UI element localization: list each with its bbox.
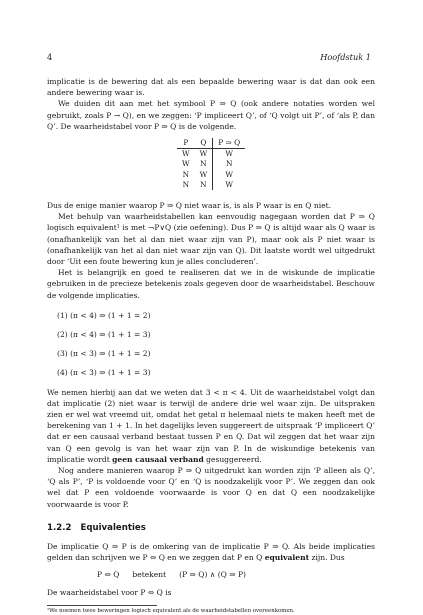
example-item: (2) (π < 4) ⇒ (1 + 1 = 3) xyxy=(57,330,151,340)
table-cell: W xyxy=(199,169,208,179)
paragraph: De waarheidstabel voor P ⇔ Q is xyxy=(47,587,172,597)
display-equation xyxy=(97,569,375,580)
table-cell: N xyxy=(182,169,190,179)
paragraph xyxy=(47,387,375,465)
truth-table-header xyxy=(177,138,245,149)
example-item: (4) (π < 3) ⇒ (1 + 1 = 3) xyxy=(57,368,151,378)
paragraph: Met behulp van waarheidstabellen kan eenvoudig nagegaan worden dat P ⇒ Q logisch equivalent¹ is met ¬P∨Q (zie oefening). Dus P ⇒ Q is altijd waar als Q waar is (onafhankelijk van het al dan niet waar zijn van P), maar ook als P niet waar is (onafhankelijk van het al dan niet waar zijn van Q). Dit laatste wordt wel uitgedrukt door ‘Uit een foute bewering kun je alles concluderen’. xyxy=(47,212,375,267)
section-title: Equivalenties xyxy=(80,522,146,533)
table-cell: W xyxy=(213,149,245,160)
table-cell: W xyxy=(182,159,190,169)
equation-word: betekent xyxy=(132,570,167,580)
paragraph-text: gesuggereerd. xyxy=(206,454,262,464)
paragraph-text: De implicatie Q ⇒ P is de omkering van de implicatie P ⇒ Q. Als beide implicaties gelden dan schrijven we P ⇔ Q en we zeggen dat P en Q xyxy=(47,542,375,563)
table-cell: W xyxy=(199,149,208,159)
paragraph: Het is belangrijk en goed te realiseren dat we in de wiskunde de implicatie gebruiken in de precieze betekenis zoals gegeven door de waarheidstabel. Beschouw de volgende implicaties. xyxy=(47,268,375,300)
page-number: 4 xyxy=(47,52,53,62)
chapter-title: Hoofdstuk 1 xyxy=(320,52,371,62)
paragraph-text: We nemen hierbij aan dat we weten dat 3 < π < 4. Uit de waarheidstabel volgt dan dat implicatie (2) niet waar is terwijl de andere drie wel waar zijn. De uitspraken zien er wel wat vreemd uit, omdat het getal π helemaal niets te maken heeft met de berekening van 1 + 1. In het dagelijks leven suggereert de uitspraak ‘P impliceert Q’ dat er een causaal verband bestaat tussen P en Q. Dat wil zeggen dat het waar zijn van Q een gevolg is van het waar zijn van P. In de wiskundige betekenis van implicatie wordt xyxy=(47,387,375,464)
table-cell: N xyxy=(182,179,190,189)
table-header-cell: P xyxy=(177,138,195,149)
paragraph: implicatie is de bewering dat als een bepaalde bewering waar is dat dan ook een andere bewering waar is. xyxy=(47,77,375,98)
paragraph xyxy=(47,541,375,563)
section-heading xyxy=(47,523,375,534)
table-cell: N xyxy=(200,159,207,169)
emphasis-text: equivalent xyxy=(264,553,310,563)
section-number: 1.2.2 xyxy=(47,522,72,533)
table-header-cell: P ⇒ Q xyxy=(213,138,245,149)
table-cell: W xyxy=(213,170,245,180)
table-cell: W xyxy=(213,180,245,190)
table-row xyxy=(177,149,245,160)
footnote-rule xyxy=(47,605,157,606)
table-header-cell: Q xyxy=(195,138,213,149)
paragraph: Dus de enige manier waarop P ⇒ Q niet waar is, is als P waar is en Q niet. xyxy=(47,201,332,211)
emphasis-text: geen causaal verband xyxy=(112,454,204,464)
example-item: (1) (π < 4) ⇒ (1 + 1 = 2) xyxy=(57,310,151,320)
paragraph-text: zijn. Dus xyxy=(311,553,345,563)
equation-right: (P ⇒ Q) ∧ (Q ⇒ P) xyxy=(179,570,246,580)
footnote: ¹We noemen twee beweringen logisch equivalent als de waarheidstabellen overeenkomen. xyxy=(47,607,295,614)
equation-left: P ⇔ Q xyxy=(97,570,120,580)
table-row xyxy=(177,159,245,169)
implication-examples xyxy=(57,310,375,380)
main-body xyxy=(47,76,375,615)
table-cell: W xyxy=(182,149,190,159)
truth-table xyxy=(177,138,245,190)
table-row xyxy=(177,180,245,190)
paragraph: We duiden dit aan met het symbool P ⇒ Q (ook andere notaties worden wel gebruikt, zoals P → Q), en we zeggen: ‘P impliceert Q’, of ‘Q volgt uit P’, of ‘als P, dan Q’. De waarheidstabel voor P ⇒ Q is de volgende. xyxy=(47,99,375,131)
table-cell: N xyxy=(213,159,245,169)
paragraph: Nog andere manieren waarop P ⇒ Q uitgedrukt kan worden zijn ‘P alleen als Q’, ‘Q als P’, ‘P is voldoende voor Q’ en ‘Q is noodzakelijk voor P’. We zeggen dan ook wel dat P een voldoende voorwaarde is voor Q en dat Q een noodzakelijke voorwaarde is voor P. xyxy=(47,466,375,509)
table-row xyxy=(177,170,245,180)
example-item: (3) (π < 3) ⇒ (1 + 1 = 2) xyxy=(57,349,151,359)
table-cell: N xyxy=(200,179,207,189)
